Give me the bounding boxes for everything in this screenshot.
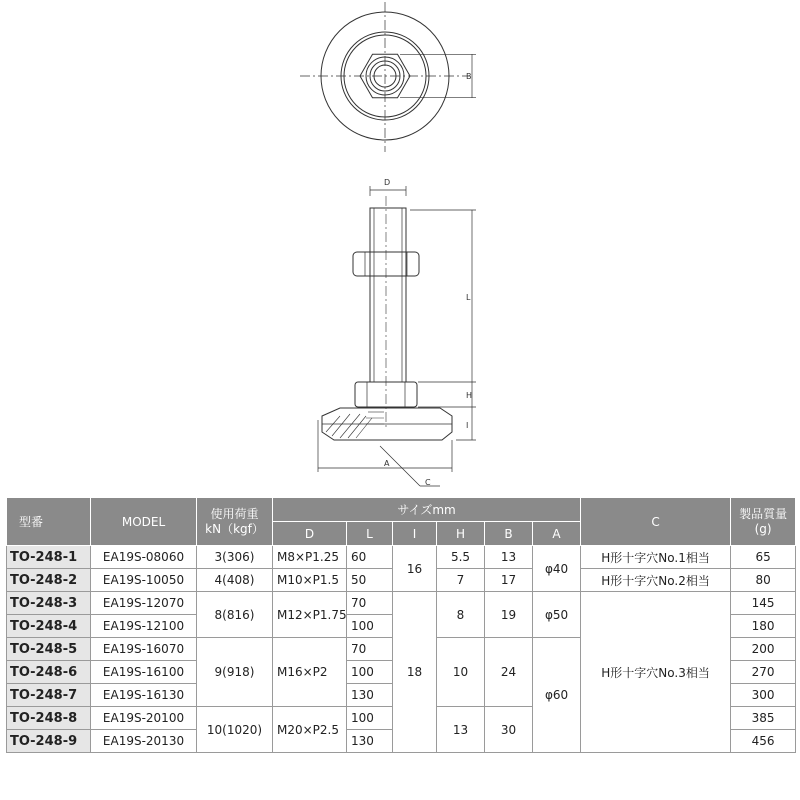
- mass-cell: 80: [731, 569, 796, 592]
- load-cell: 10(1020): [197, 707, 273, 753]
- h-cell: 13: [437, 707, 485, 753]
- header-i: I: [393, 522, 437, 546]
- load-cell: 3(306): [197, 546, 273, 569]
- d-cell: M12×P1.75: [273, 592, 347, 638]
- dim-label-d: D: [384, 178, 391, 187]
- a-cell: φ50: [533, 592, 581, 638]
- model-cell: EA19S-12100: [91, 615, 197, 638]
- b-cell: 19: [485, 592, 533, 638]
- i-cell: 18: [393, 592, 437, 753]
- b-cell: 17: [485, 569, 533, 592]
- header-size-group: サイズmm: [273, 498, 581, 522]
- dim-label-h: H: [466, 391, 473, 400]
- i-cell: 16: [393, 546, 437, 592]
- l-cell: 100: [347, 707, 393, 730]
- model-no-cell: TO-248-5: [7, 638, 91, 661]
- c-cell: H形十字穴No.1相当: [581, 546, 731, 569]
- l-cell: 100: [347, 661, 393, 684]
- b-cell: 13: [485, 546, 533, 569]
- model-cell: EA19S-20100: [91, 707, 197, 730]
- model-no-cell: TO-248-9: [7, 730, 91, 753]
- l-cell: 70: [347, 638, 393, 661]
- header-model: MODEL: [91, 498, 197, 546]
- header-model-no: 型番: [7, 498, 91, 546]
- dim-label-a: A: [384, 459, 390, 468]
- header-b: B: [485, 522, 533, 546]
- load-cell: 9(918): [197, 638, 273, 707]
- h-cell: 8: [437, 592, 485, 638]
- d-cell: M10×P1.5: [273, 569, 347, 592]
- model-cell: EA19S-12070: [91, 592, 197, 615]
- dim-label-b: B: [466, 72, 472, 81]
- model-no-cell: TO-248-1: [7, 546, 91, 569]
- c-cell: H形十字穴No.2相当: [581, 569, 731, 592]
- mass-cell: 65: [731, 546, 796, 569]
- l-cell: 130: [347, 684, 393, 707]
- header-a: A: [533, 522, 581, 546]
- load-cell: 4(408): [197, 569, 273, 592]
- mass-cell: 145: [731, 592, 796, 615]
- dim-label-i: I: [466, 421, 469, 430]
- mass-cell: 385: [731, 707, 796, 730]
- l-cell: 130: [347, 730, 393, 753]
- c-cell: H形十字穴No.3相当: [581, 592, 731, 753]
- model-cell: EA19S-10050: [91, 569, 197, 592]
- header-c: C: [581, 498, 731, 546]
- header-load: 使用荷重 kN（kgf）: [197, 498, 273, 546]
- h-cell: 10: [437, 638, 485, 707]
- model-no-cell: TO-248-8: [7, 707, 91, 730]
- a-cell: φ60: [533, 638, 581, 753]
- mass-cell: 180: [731, 615, 796, 638]
- h-cell: 7: [437, 569, 485, 592]
- b-cell: 24: [485, 638, 533, 707]
- model-cell: EA19S-08060: [91, 546, 197, 569]
- model-cell: EA19S-16070: [91, 638, 197, 661]
- d-cell: M8×P1.25: [273, 546, 347, 569]
- model-no-cell: TO-248-2: [7, 569, 91, 592]
- mass-cell: 456: [731, 730, 796, 753]
- table-row: [7, 546, 796, 569]
- l-cell: 60: [347, 546, 393, 569]
- model-cell: EA19S-16100: [91, 661, 197, 684]
- table-row: [7, 592, 796, 615]
- header-l: L: [347, 522, 393, 546]
- model-no-cell: TO-248-7: [7, 684, 91, 707]
- d-cell: M16×P2: [273, 638, 347, 707]
- model-no-cell: TO-248-6: [7, 661, 91, 684]
- h-cell: 5.5: [437, 546, 485, 569]
- l-cell: 70: [347, 592, 393, 615]
- dim-label-c: C: [425, 478, 431, 487]
- mass-cell: 270: [731, 661, 796, 684]
- mass-cell: 300: [731, 684, 796, 707]
- header-d: D: [273, 522, 347, 546]
- dim-label-l: L: [466, 293, 471, 302]
- model-no-cell: TO-248-3: [7, 592, 91, 615]
- model-cell: EA19S-16130: [91, 684, 197, 707]
- model-cell: EA19S-20130: [91, 730, 197, 753]
- b-cell: 30: [485, 707, 533, 753]
- a-cell: φ40: [533, 546, 581, 592]
- header-mass: 製品質量 (g): [731, 498, 796, 546]
- load-cell: 8(816): [197, 592, 273, 638]
- l-cell: 50: [347, 569, 393, 592]
- model-no-cell: TO-248-4: [7, 615, 91, 638]
- spec-table: [6, 497, 796, 753]
- header-h: H: [437, 522, 485, 546]
- l-cell: 100: [347, 615, 393, 638]
- mass-cell: 200: [731, 638, 796, 661]
- d-cell: M20×P2.5: [273, 707, 347, 753]
- side-view: [318, 186, 476, 486]
- top-view: [300, 2, 476, 152]
